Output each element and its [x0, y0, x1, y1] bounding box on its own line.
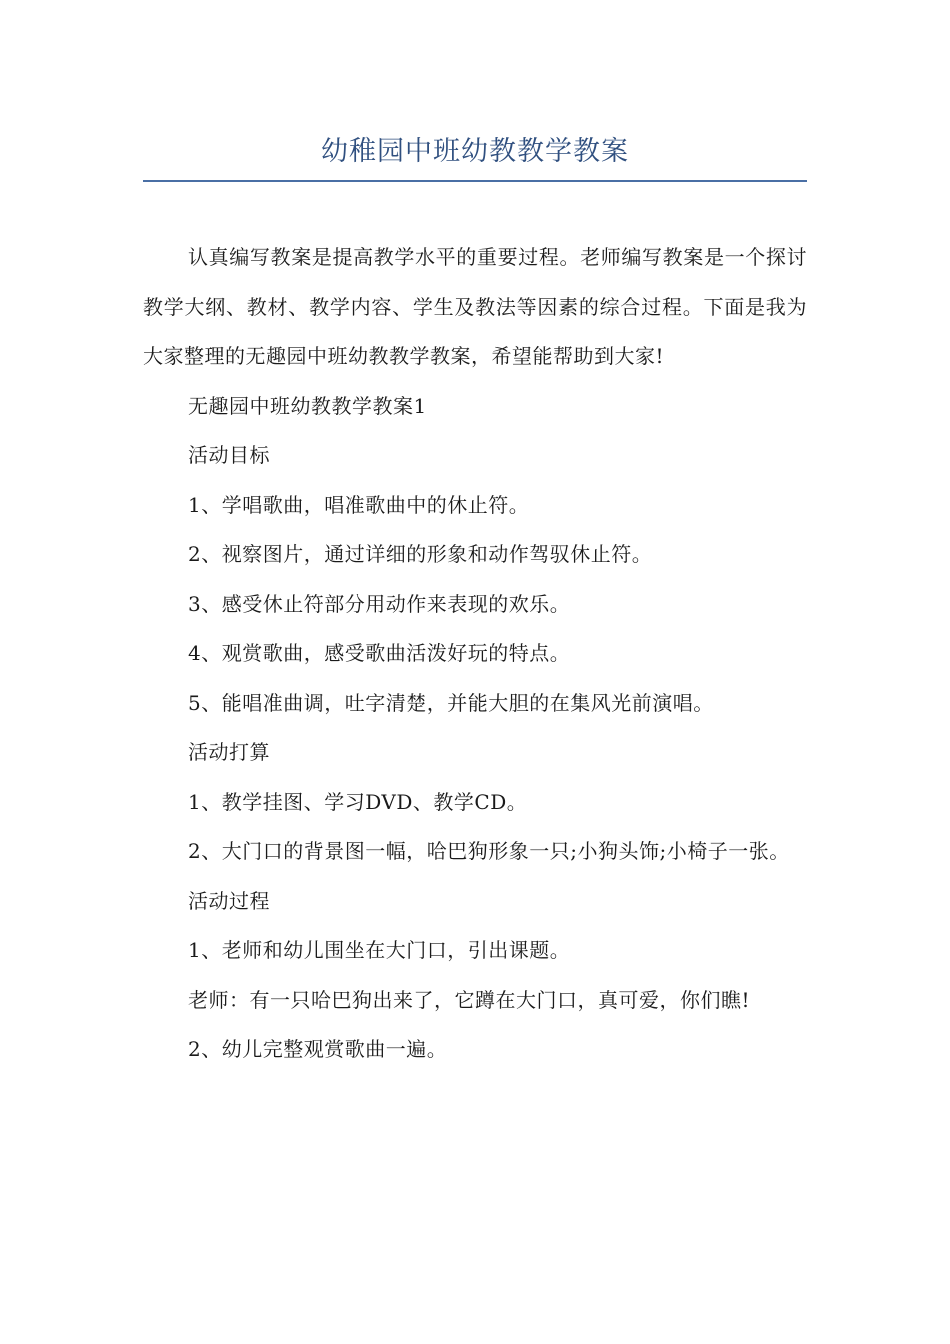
goal-item-5: 5、能唱准曲调，吐字清楚，并能大胆的在集风光前演唱。	[188, 690, 714, 715]
page-title: 幼稚园中班幼教教学教案	[321, 136, 629, 167]
goal-item-2: 2、视察图片，通过详细的形象和动作驾驭休止符。	[188, 542, 653, 566]
process-item-2: 2、幼儿完整观赏歌曲一遍。	[188, 1037, 448, 1061]
title-underline	[143, 180, 807, 182]
goal-item-4: 4、观赏歌曲，感受歌曲活泼好玩的特点。	[188, 641, 571, 665]
section-heading-lesson-1: 无趣园中班幼教教学教案1	[188, 393, 427, 418]
heading-activity-goals: 活动目标	[188, 443, 270, 467]
preparation-item-2: 2、大门口的背景图一幅，哈巴狗形象一只;小狗头饰;小椅子一张。	[188, 839, 790, 863]
preparation-item-1: 1、教学挂图、学习DVD、教学CD。	[188, 789, 528, 814]
process-item-1: 1、老师和幼儿围坐在大门口，引出课题。	[188, 938, 571, 962]
goal-item-1: 1、学唱歌曲，唱准歌曲中的休止符。	[188, 492, 530, 517]
teacher-dialogue: 老师：有一只哈巴狗出来了，它蹲在大门口，真可爱，你们瞧!	[188, 987, 751, 1012]
heading-activity-process: 活动过程	[188, 888, 270, 913]
goal-item-3: 3、感受休止符部分用动作来表现的欢乐。	[188, 591, 571, 616]
heading-activity-preparation: 活动打算	[188, 740, 270, 764]
document-body	[143, 233, 807, 1075]
intro-paragraph: 认真编写教案是提高教学水平的重要过程。老师编写教案是一个探讨教学大纲、教材、教学内容、学生及教法等因素的综合过程。下面是我为大家整理的无趣园中班幼教教学教案，希望能帮助到大家!	[143, 245, 807, 368]
